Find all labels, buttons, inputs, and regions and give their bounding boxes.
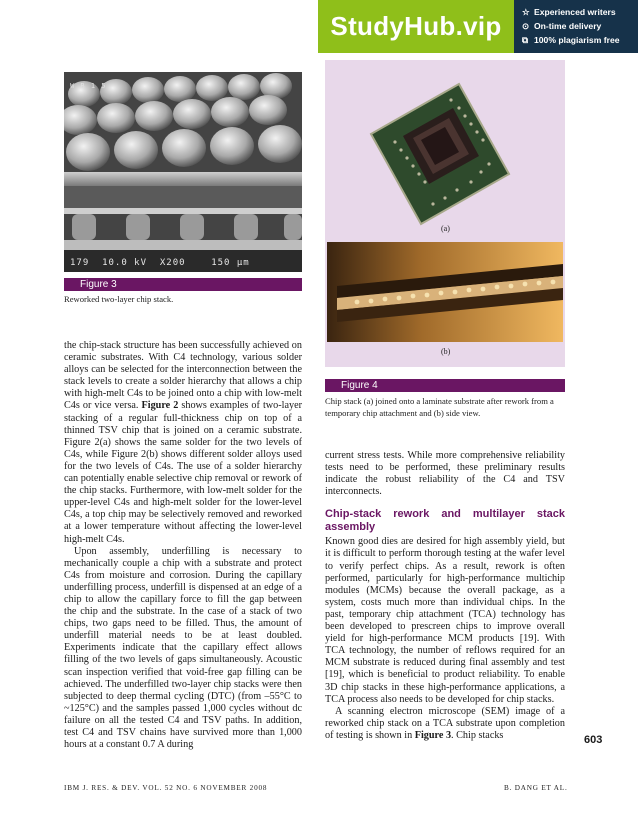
ad-logo[interactable]: StudyHub.vip	[318, 0, 514, 53]
left-text-column	[64, 340, 302, 752]
ad-banner[interactable]	[318, 0, 638, 53]
side-view-graphic	[327, 242, 563, 342]
figure3-reference[interactable]: Figure 3	[414, 729, 452, 741]
chip-side-view-image	[327, 242, 563, 342]
figure3-caption: Reworked two-layer chip stack.	[64, 294, 174, 304]
paragraph: Known good dies are desired for high assembly yield, but it is difficult to perform thorough testing at the wafer level to verify perfect chips. As a result, rework is often performed, particularly for high-performance multichip modules (MCMs) because the overall package, as a system, costs much more than individual chips. In the past, temporary chip attachment (TCA) technology has been developed to prescreen chips to improve overall yield for high-performance MCM products [19]. With TCA technology, the number of reflows required for an MCM substrate is reduced during final assembly and test [19], which is beneficial to product reliability. To enable 3D chip stacks in these high-performance applications, a TCA process also needs to be developed for chip stacks.	[325, 536, 565, 705]
sem-scale-label: 179 10.0 kV X200 150 µm	[70, 258, 250, 268]
ad-feature-list	[522, 5, 638, 47]
star-icon: ☆	[522, 7, 530, 17]
sem-micrograph-graphic	[64, 72, 302, 272]
figure4a-label: (a)	[441, 224, 450, 233]
paragraph: the chip-stack structure has been successfully achieved on ceramic substrates. With C4 technology, various solder alloys can be selected for the interconnection between the stack levels to create a solder hierarchy that allows a chip with high-melt C4s to be joined onto a chip with low-melt C4s or vice versa. Figure 2 shows examples of two-layer stacking of a regular full-thickness chip on top of a thinned TSV chip that is joined on a ceramic substrate. Figure 2(a) shows the same solder for the two levels of C4s, while Figure 2(b) shows different solder alloys used for the two levels of C4s. The use of a solder hierarchy can potentially enable selective chip removal or rework of the chip stacks. Furthermore, with low-melt solder for the upper-level C4s and high-melt solder for the lower-level C4s, a top chip may be selectively removed and reworked at a lower temperature without affecting the lower-level high-melt C4s.	[64, 340, 302, 545]
page-number: 603	[584, 734, 603, 746]
section-heading: Chip-stack rework and multilayer stack assembly	[325, 508, 565, 534]
footer-journal: IBM J. RES. & DEV. VOL. 52 NO. 6 NOVEMBER 2008	[64, 784, 268, 792]
ad-feature-item: ⧉ 100% plagiarism free	[522, 35, 620, 45]
chip-package-image	[361, 78, 517, 230]
footer-authors: B. DANG ET AL.	[504, 784, 568, 792]
paragraph: Upon assembly, underfilling is necessary to mechanically couple a chip with a substrate and protect C4s from moisture and corrosion. During the capillary underfilling process, underfill is dispensed at an edge of a chip to allow the capillary force to fill the gap between the chip and the substrate. In the case of a stack of two chips, two gaps need to be filled. Thus, the amount of underfill material needs to be at least doubled. Experiments indicate that the capillary effect allows filling of the two levels of gaps simultaneously. Acoustic scan inspection verified that void-free gap filling can be achieved. The underfilled two-layer chip stacks were then subjected to deep thermal cycling (DTC) (from –55°C to ~125°C) and the samples passed 1,000 cycles without dc failure on all the tested C4 and TSV paths. In addition, test C4 and TSV chains have survived more than 1,000 hours at a constant 0.7 A during	[64, 545, 302, 751]
figure4-caption: Chip stack (a) joined onto a laminate substrate after rework from a temporary chip attachment and (b) side view.	[325, 396, 554, 418]
ad-feature-item: ⊙ On-time delivery	[522, 21, 602, 31]
paragraph: current stress tests. While more comprehensive reliability tests need to be performed, these preliminary results indicate the robust reliability of the C4 and TSV interconnects.	[325, 450, 565, 498]
sem-image	[64, 72, 302, 272]
right-text-column	[325, 450, 565, 754]
clock-icon: ⊙	[522, 21, 530, 31]
figure3-title: Figure 3	[64, 278, 302, 291]
copy-icon: ⧉	[522, 35, 529, 45]
figure4-title: Figure 4	[325, 379, 565, 392]
sem-sample-mark: W B 1 5	[70, 82, 107, 90]
figure2-reference[interactable]: Figure 2	[141, 400, 179, 412]
paragraph: A scanning electron microscope (SEM) image of a reworked chip stack on a TCA substrate upon completion of testing is shown in Figure 3. Chip stacks	[325, 705, 565, 741]
figure4-panel	[325, 60, 565, 367]
ad-feature-item: ☆ Experienced writers	[522, 7, 616, 17]
figure4b-label: (b)	[441, 347, 451, 356]
